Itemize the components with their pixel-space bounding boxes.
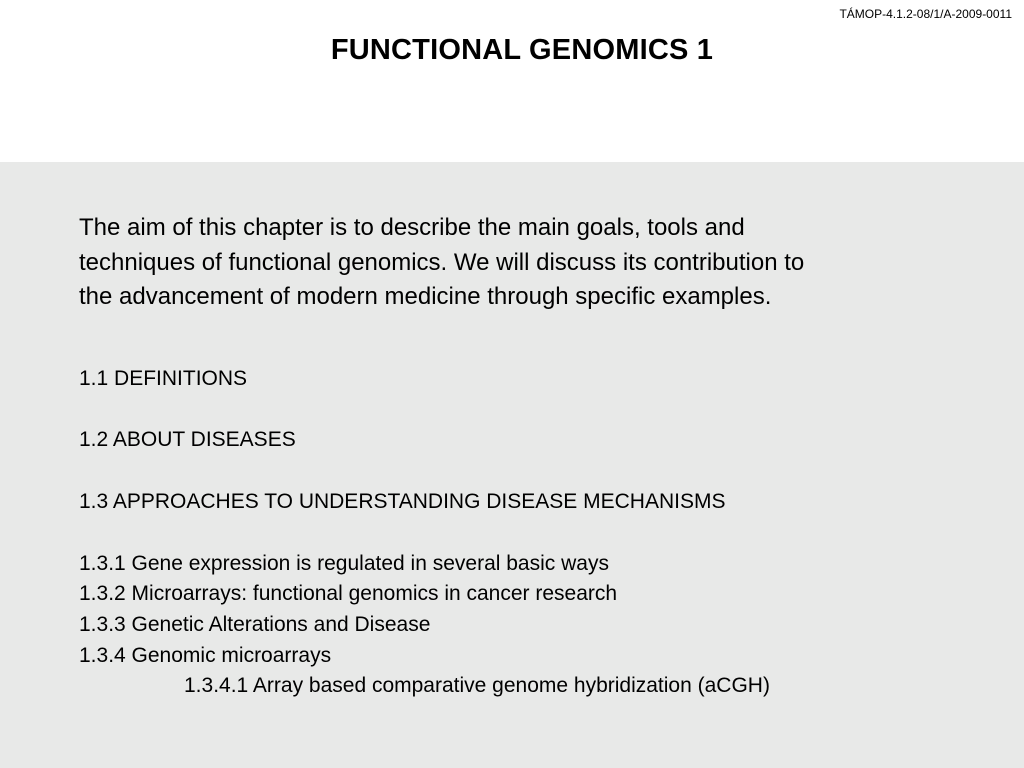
page-title: FUNCTIONAL GENOMICS 1 bbox=[330, 34, 714, 66]
intro-line: The aim of this chapter is to describe the main goals, tools and bbox=[79, 214, 745, 241]
toc-item-approaches: 1.3 APPROACHES TO UNDERSTANDING DISEASE MECHANISMS bbox=[79, 490, 726, 513]
toc-item-about-diseases: 1.2 ABOUT DISEASES bbox=[79, 428, 296, 451]
toc-item-acgh: 1.3.4.1 Array based comparative genome hybridization (aCGH) bbox=[184, 674, 770, 697]
toc-item-genetic-alterations: 1.3.3 Genetic Alterations and Disease bbox=[79, 613, 431, 636]
toc-item-microarrays: 1.3.2 Microarrays: functional genomics in cancer research bbox=[79, 582, 618, 605]
project-id-label: TÁMOP-4.1.2-08/1/A-2009-0011 bbox=[839, 7, 1012, 21]
toc-item-definitions: 1.1 DEFINITIONS bbox=[79, 367, 248, 390]
intro-paragraph bbox=[79, 211, 979, 315]
intro-line: the advancement of modern medicine through specific examples. bbox=[79, 283, 772, 310]
toc-item-gene-expression: 1.3.1 Gene expression is regulated in several basic ways bbox=[79, 552, 609, 575]
intro-line: techniques of functional genomics. We will discuss its contribution to bbox=[79, 248, 805, 276]
toc-item-genomic-microarrays: 1.3.4 Genomic microarrays bbox=[79, 644, 332, 667]
